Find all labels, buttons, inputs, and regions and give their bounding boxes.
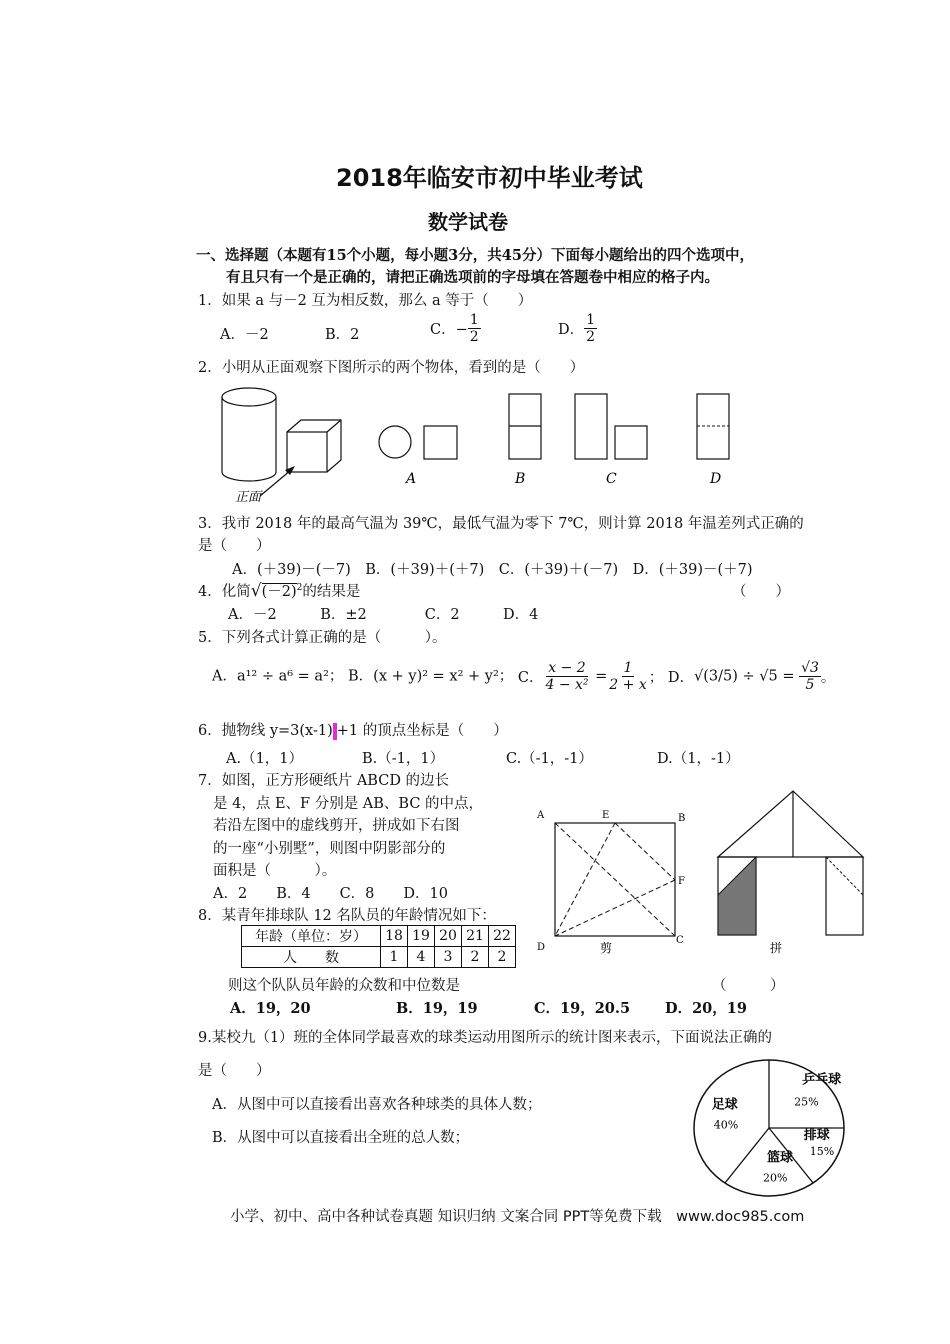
slice-pingpong-label: 乒乓球 (802, 1072, 842, 1088)
slice-football-label: 足球 (711, 1097, 738, 1113)
q8-question: 则这个队队员年龄的众数和中位数是 (228, 978, 460, 994)
q7-stem-line1: 7．如图，正方形硬纸片 ABCD 的边长 (198, 773, 450, 789)
q9-option-b: B．从图中可以直接看出全班的总人数； (212, 1130, 470, 1146)
cut-label: 剪 (600, 941, 613, 955)
option-c-tall-rect (575, 394, 607, 459)
table-cell: 4 (408, 947, 435, 968)
q6-option-c: C.（-1，-1） (506, 751, 593, 767)
label-d: D (537, 942, 546, 953)
q1-option-b: B．2 (325, 327, 360, 343)
q9-option-a: A．从图中可以直接看出喜欢各种球类的具体人数； (212, 1097, 542, 1113)
q1-option-a: A．－2 (220, 327, 269, 343)
pie-chart (690, 1058, 850, 1200)
table-cell: 20 (435, 926, 462, 947)
table-cell: 1 (381, 947, 408, 968)
q7-stem-line5: 面积是（ ）。 (213, 863, 337, 879)
table-row (242, 947, 516, 968)
option-c-square (615, 426, 647, 459)
q8-option-d: D．20，19 (665, 1000, 747, 1017)
q2-label-a: A (406, 471, 417, 487)
cylinder-shape (222, 388, 276, 481)
slice-volleyball-value: 15% (809, 1144, 835, 1158)
q7-stem-line4: 的一座“小别墅”，则图中阴影部分的 (213, 841, 446, 857)
page-subtitle: 数学试卷 (428, 210, 508, 234)
label-f: F (678, 876, 685, 887)
q8-option-c: C．19，20.5 (534, 1000, 631, 1017)
table-cell: 22 (489, 926, 516, 947)
table-header-count: 人 数 (242, 947, 381, 968)
cube-shape (287, 420, 341, 472)
q3-options: A．(＋39)－(－7) B．(＋39)＋(＋7) C．(＋39)＋(－7) D．(＋39)－(＋7) (232, 562, 753, 578)
age-table (241, 925, 516, 968)
label-b: B (678, 813, 686, 824)
label-e: E (602, 810, 610, 821)
label-a: A (537, 810, 545, 821)
q6-option-a: A.（1，1） (226, 751, 304, 767)
option-a-square (424, 426, 457, 459)
q2-label-d: D (710, 471, 722, 487)
q8-answer-paren: （ ） (712, 978, 785, 994)
q7-stem-line2: 是 4，点 E、F 分别是 AB、BC 的中点， (213, 796, 484, 812)
house-right-wall (826, 857, 863, 935)
footer-text: 小学、初中、高中各种试卷真题 知识归纳 文案合同 PPT等免费下载 www.doc985.com (230, 1209, 805, 1225)
q3-stem-line2: 是（ ） (198, 538, 271, 554)
q5-options: A．a¹² ÷ a⁶ = a²； B．(x + y)² = x² + y²； C． $\frac{x - 2}{\text{4 − x²}}$ = $\frac{1}{2 + x}$ ； D．√(3/5) ÷ √5 = $\frac{√3}{5}$ 。 (212, 660, 836, 693)
q4-options: A．－2 B．±2 C．2 D．4 (228, 607, 539, 623)
q4-stem: 4．化简$√(-2)^2$的结果是 (198, 581, 361, 601)
label-c: C (676, 935, 684, 946)
table-header-age: 年龄（单位：岁） (242, 926, 381, 947)
q2-label-b: B (515, 471, 526, 487)
q7-stem-line3: 若沿左图中的虚线剪开，拼成如下右图 (213, 818, 460, 834)
q4-answer-paren: （ ） (732, 584, 790, 600)
front-arrow-icon (260, 466, 295, 496)
q1-stem: 1．如果 a 与－2 互为相反数，那么 a 等于（ ） (198, 293, 533, 309)
q5-stem: 5．下列各式计算正确的是（ ）。 (198, 630, 447, 646)
q8-stem: 8．某青年排球队 12 名队员的年龄情况如下： (198, 908, 496, 924)
q7-options: A．2 B．4 C．8 D．10 (213, 886, 448, 902)
slice-basketball-value: 20% (763, 1171, 788, 1185)
q2-stem: 2．小明从正面观察下图所示的两个物体，看到的是（ ） (198, 360, 585, 376)
slice-basketball-label: 篮球 (767, 1150, 794, 1166)
q3-stem-line1: 3．我市 2018 年的最高气温为 39℃，最低气温为零下 7℃，则计算 2018 年温差列式正确的 (198, 516, 804, 532)
q8-option-a: A．19，20 (230, 1000, 311, 1017)
slice-volleyball-label: 排球 (803, 1127, 830, 1143)
shaded-region (718, 857, 756, 935)
table-cell: 3 (435, 947, 462, 968)
slice-pingpong-value: 25% (794, 1095, 819, 1109)
table-cell: 19 (408, 926, 435, 947)
q1-option-c: C．− $\frac{1}{2}$ (430, 312, 479, 345)
table-row (242, 926, 516, 947)
q7-figure (530, 785, 870, 965)
table-cell: 18 (381, 926, 408, 947)
q6-stem: 6．抛物线 y=3(x-1) +1 的顶点坐标是（ ） (198, 723, 508, 739)
q6-option-b: B.（-1，1） (362, 751, 445, 767)
q2-figure (215, 384, 745, 508)
assemble-label: 拼 (770, 941, 783, 955)
section-instructions-line1: 一、选择题（本题有15个小题，每小题3分，共45分）下面每小题给出的四个选项中， (196, 247, 754, 264)
q9-stem-line2: 是（ ） (198, 1063, 271, 1079)
q6-option-d: D.（1，-1） (657, 751, 740, 767)
q8-option-b: B．19，19 (396, 1000, 478, 1017)
section-instructions-line2: 有且只有一个是正确的，请把正确选项前的字母填在答题卷中相应的格子内。 (226, 269, 719, 286)
q1-option-d: D． $\frac{1}{2}$ (558, 312, 596, 345)
front-label: 正面 (235, 490, 262, 505)
q9-stem-line1: 9.某校九（1）班的全体同学最喜欢的球类运动用图所示的统计图来表示，下面说法正确的 (198, 1030, 773, 1046)
slice-football-value: 40% (713, 1118, 739, 1132)
table-cell: 2 (462, 947, 489, 968)
page-title: 2018年临安市初中毕业考试 (336, 164, 643, 192)
table-cell: 21 (462, 926, 489, 947)
house-roof (718, 791, 863, 857)
table-cell: 2 (489, 947, 516, 968)
option-a-circle (379, 426, 411, 458)
q2-label-c: C (606, 471, 617, 487)
